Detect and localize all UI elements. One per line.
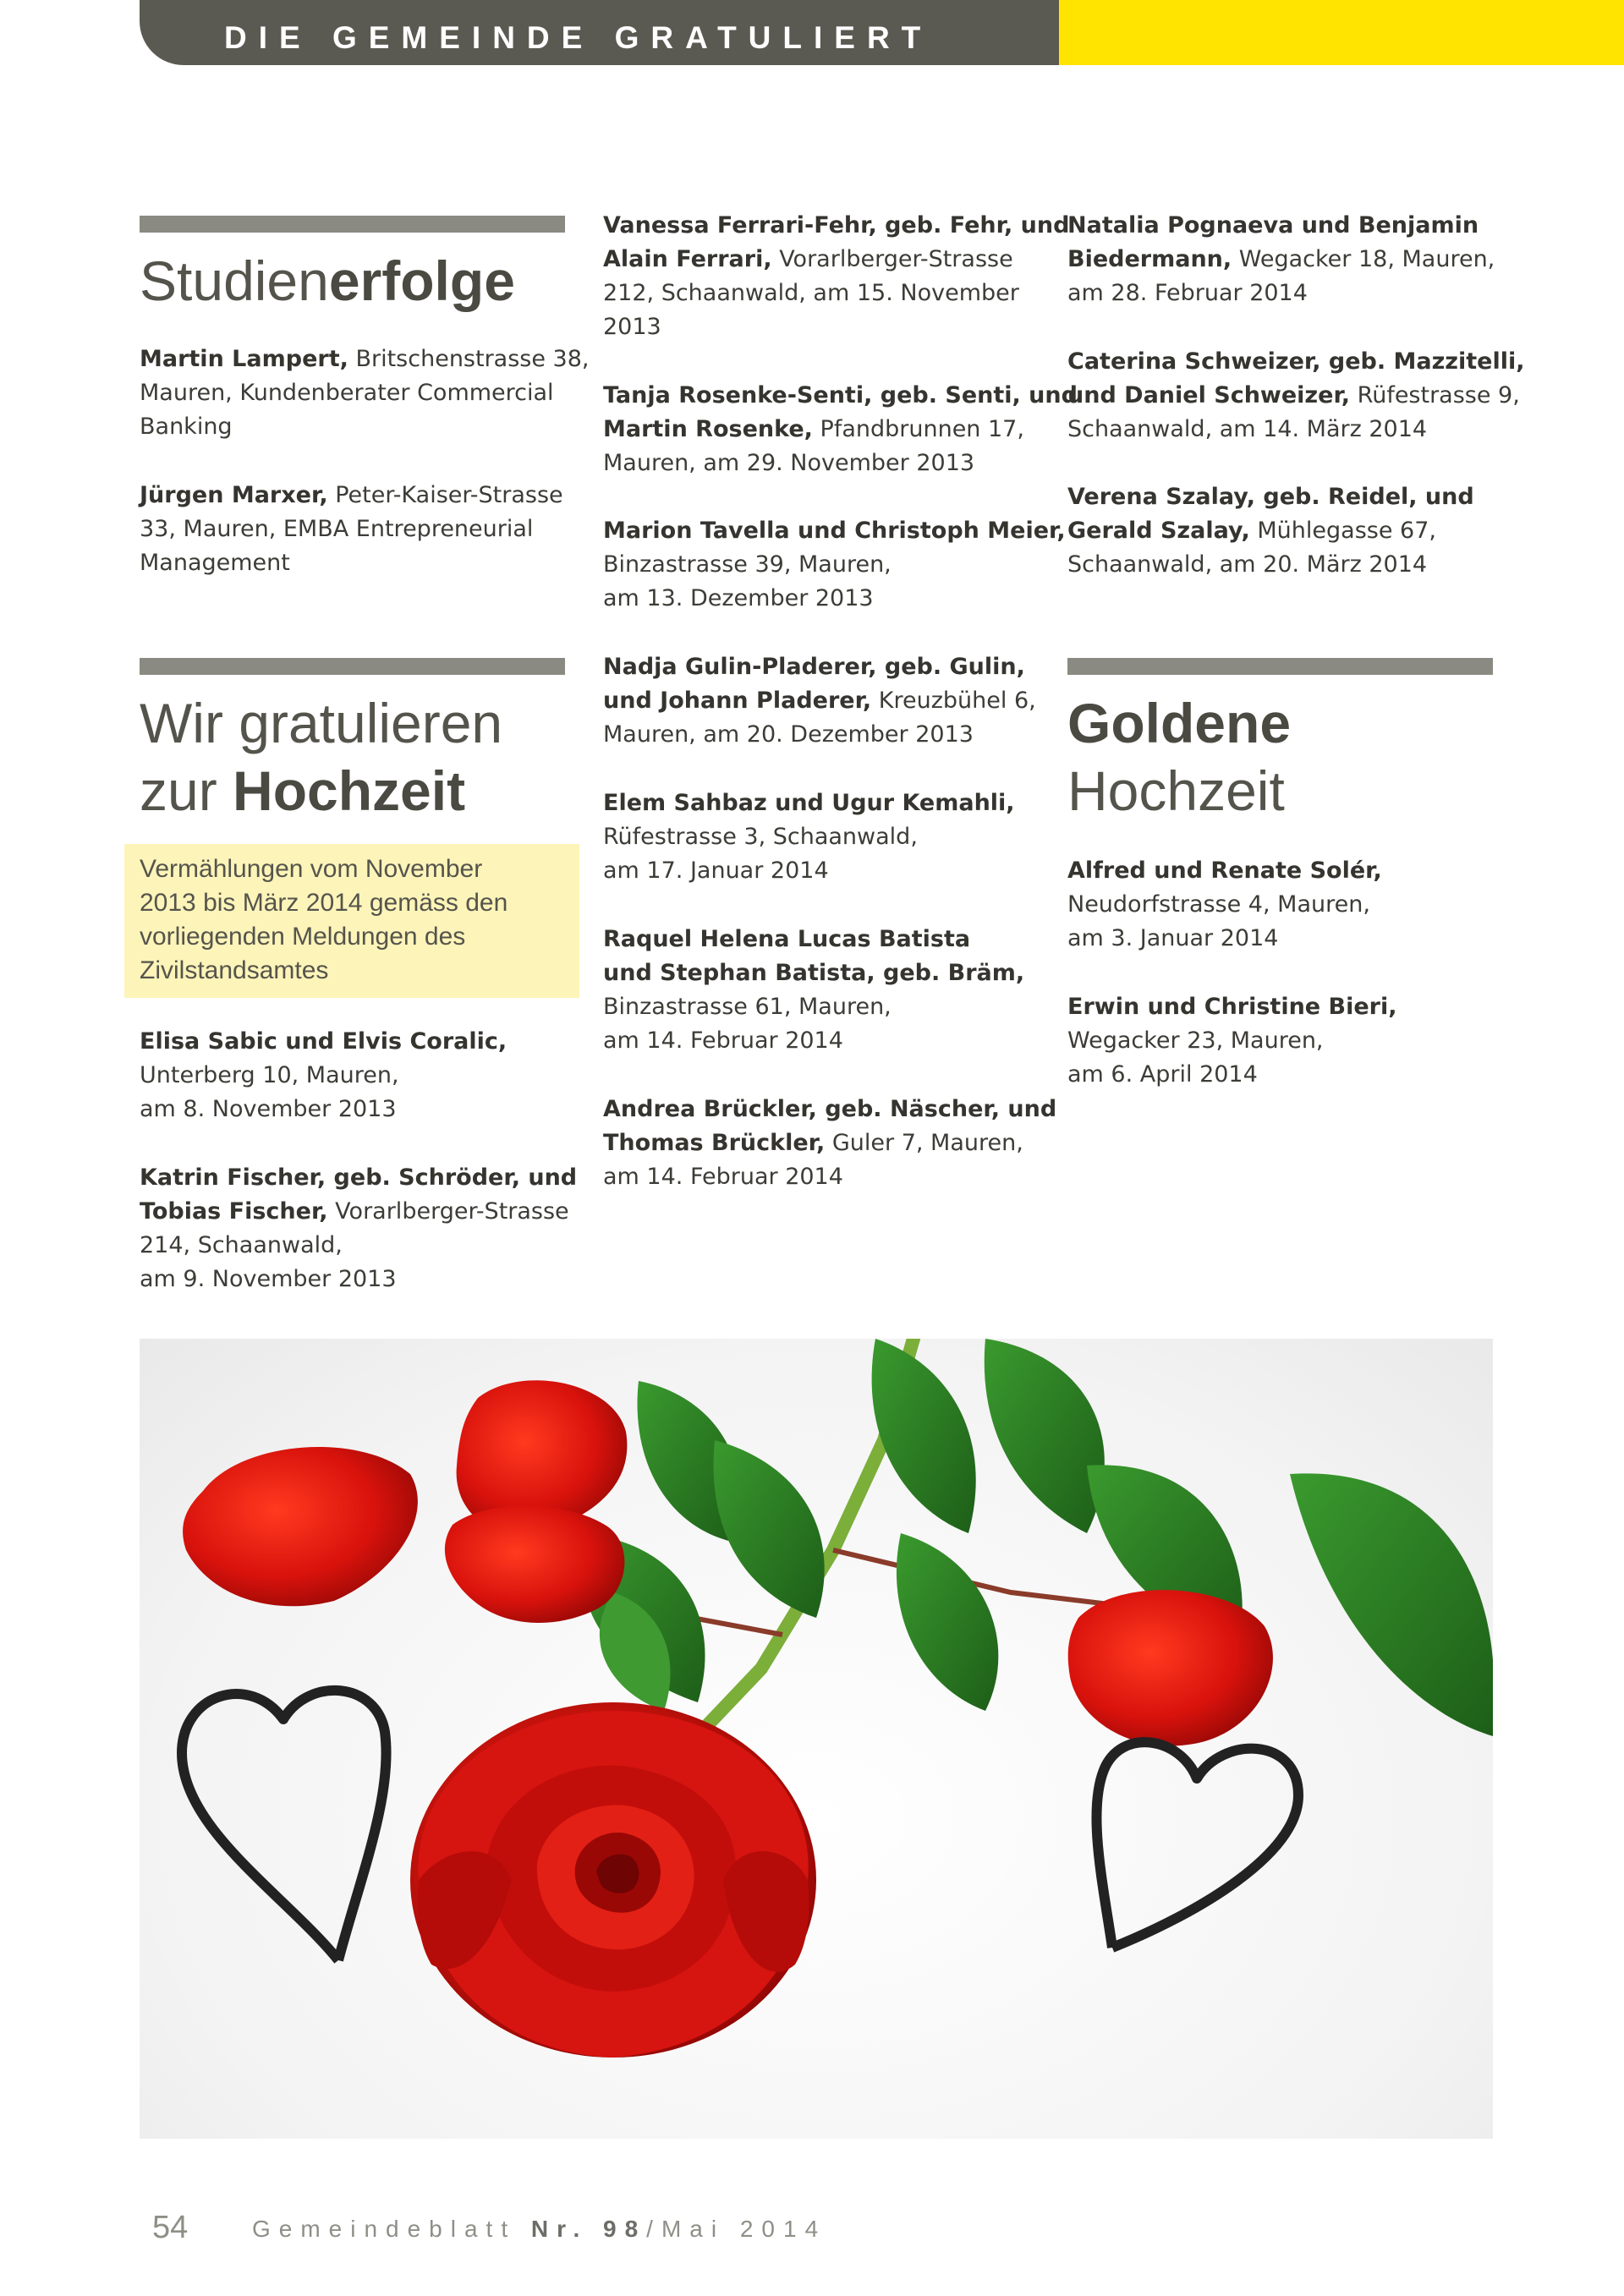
- entry-hochzeit: Tanja Rosenke-Senti, geb. Senti, und Martin Rosenke, Pfandbrunnen 17, Mauren, am 29. November 2013: [603, 382, 1078, 476]
- section-rule: [140, 216, 565, 233]
- intro-highlight-box: [124, 844, 579, 998]
- entry-goldene-hochzeit: Alfred und Renate Solér, Neudorfstrasse 4, Mauren, am 3. Januar 2014: [1067, 858, 1382, 951]
- entry-studienerfolge: Jürgen Marxer, Peter-Kaiser-Strasse 33, Mauren, EMBA Entrepreneurial Management: [140, 482, 563, 576]
- rose-bloom: [410, 1702, 816, 2058]
- entry-hochzeit: Verena Szalay, geb. Reidel, und Gerald Szalay, Mühlegasse 67, Schaanwald, am 20. März 2014: [1067, 484, 1474, 578]
- header-accent-bar: [1059, 0, 1624, 65]
- entry-hochzeit: Marion Tavella und Christoph Meier, Binzastrasse 39, Mauren, am 13. Dezember 2013: [603, 518, 1066, 611]
- entry-hochzeit: Raquel Helena Lucas Batista und Stephan Batista, geb. Bräm, Binzastrasse 61, Mauren, am 14. Februar 2014: [603, 926, 1025, 1054]
- entry-studienerfolge: Martin Lampert, Britschenstrasse 38, Mauren, Kundenberater Commercial Banking: [140, 346, 590, 440]
- entry-hochzeit: Katrin Fischer, geb. Schröder, und Tobias Fischer, Vorarlberger-Strasse 214, Schaanwald, am 9. November 2013: [140, 1164, 578, 1292]
- section-title: DIE GEMEINDE GRATULIERT: [224, 20, 933, 55]
- entry-goldene-hochzeit: Erwin und Christine Bieri, Wegacker 23, Mauren, am 6. April 2014: [1067, 994, 1397, 1088]
- entry-hochzeit: Andrea Brückler, geb. Näscher, und Thomas Brückler, Guler 7, Mauren, am 14. Februar 2014: [603, 1096, 1057, 1190]
- heading-hochzeit: Wir gratulieren zur Hochzeit: [140, 692, 503, 822]
- entry-hochzeit: Vanessa Ferrari-Fehr, geb. Fehr, und Alain Ferrari, Vorarlberger-Strasse 212, Schaanwald, am 15. November 2013: [603, 212, 1070, 340]
- entry-hochzeit: Caterina Schweizer, geb. Mazzitelli, und Daniel Schweizer, Rüfestrasse 9, Schaanwald, am 14. März 2014: [1067, 348, 1525, 442]
- section-header-band: [140, 0, 1059, 65]
- section-rule: [1067, 658, 1493, 675]
- rose-leaves: [579, 1339, 1493, 1736]
- page-number: 54: [152, 2210, 189, 2245]
- entry-hochzeit: Nadja Gulin-Pladerer, geb. Gulin, und Johann Pladerer, Kreuzbühel 6, Mauren, am 20. Dezember 2013: [603, 654, 1036, 748]
- entry-hochzeit: Elem Sahbaz und Ugur Kemahli, Rüfestrasse 3, Schaanwald, am 17. Januar 2014: [603, 790, 1015, 884]
- publication-info: Gemeindeblatt Nr. 98/Mai 2014: [252, 2216, 827, 2242]
- heart-ribbon-left: [182, 1690, 387, 1960]
- entry-hochzeit: Elisa Sabic und Elvis Coralic, Unterberg 10, Mauren, am 8. November 2013: [140, 1028, 508, 1122]
- section-rule: [140, 658, 565, 675]
- intro-text: Vermählungen vom November 2013 bis März 2014 gemäss den vorliegenden Meldungen des Zivilstandsamtes: [140, 855, 508, 984]
- rose-and-hearts-photo: [140, 1339, 1493, 2139]
- heading-goldene-hochzeit: Goldene Hochzeit: [1067, 692, 1292, 822]
- entry-hochzeit: Natalia Pognaeva und Benjamin Biedermann, Wegacker 18, Mauren, am 28. Februar 2014: [1067, 212, 1495, 306]
- heart-ribbon-right: [1096, 1742, 1298, 1948]
- heading-studienerfolge: Studienerfolge: [140, 249, 515, 312]
